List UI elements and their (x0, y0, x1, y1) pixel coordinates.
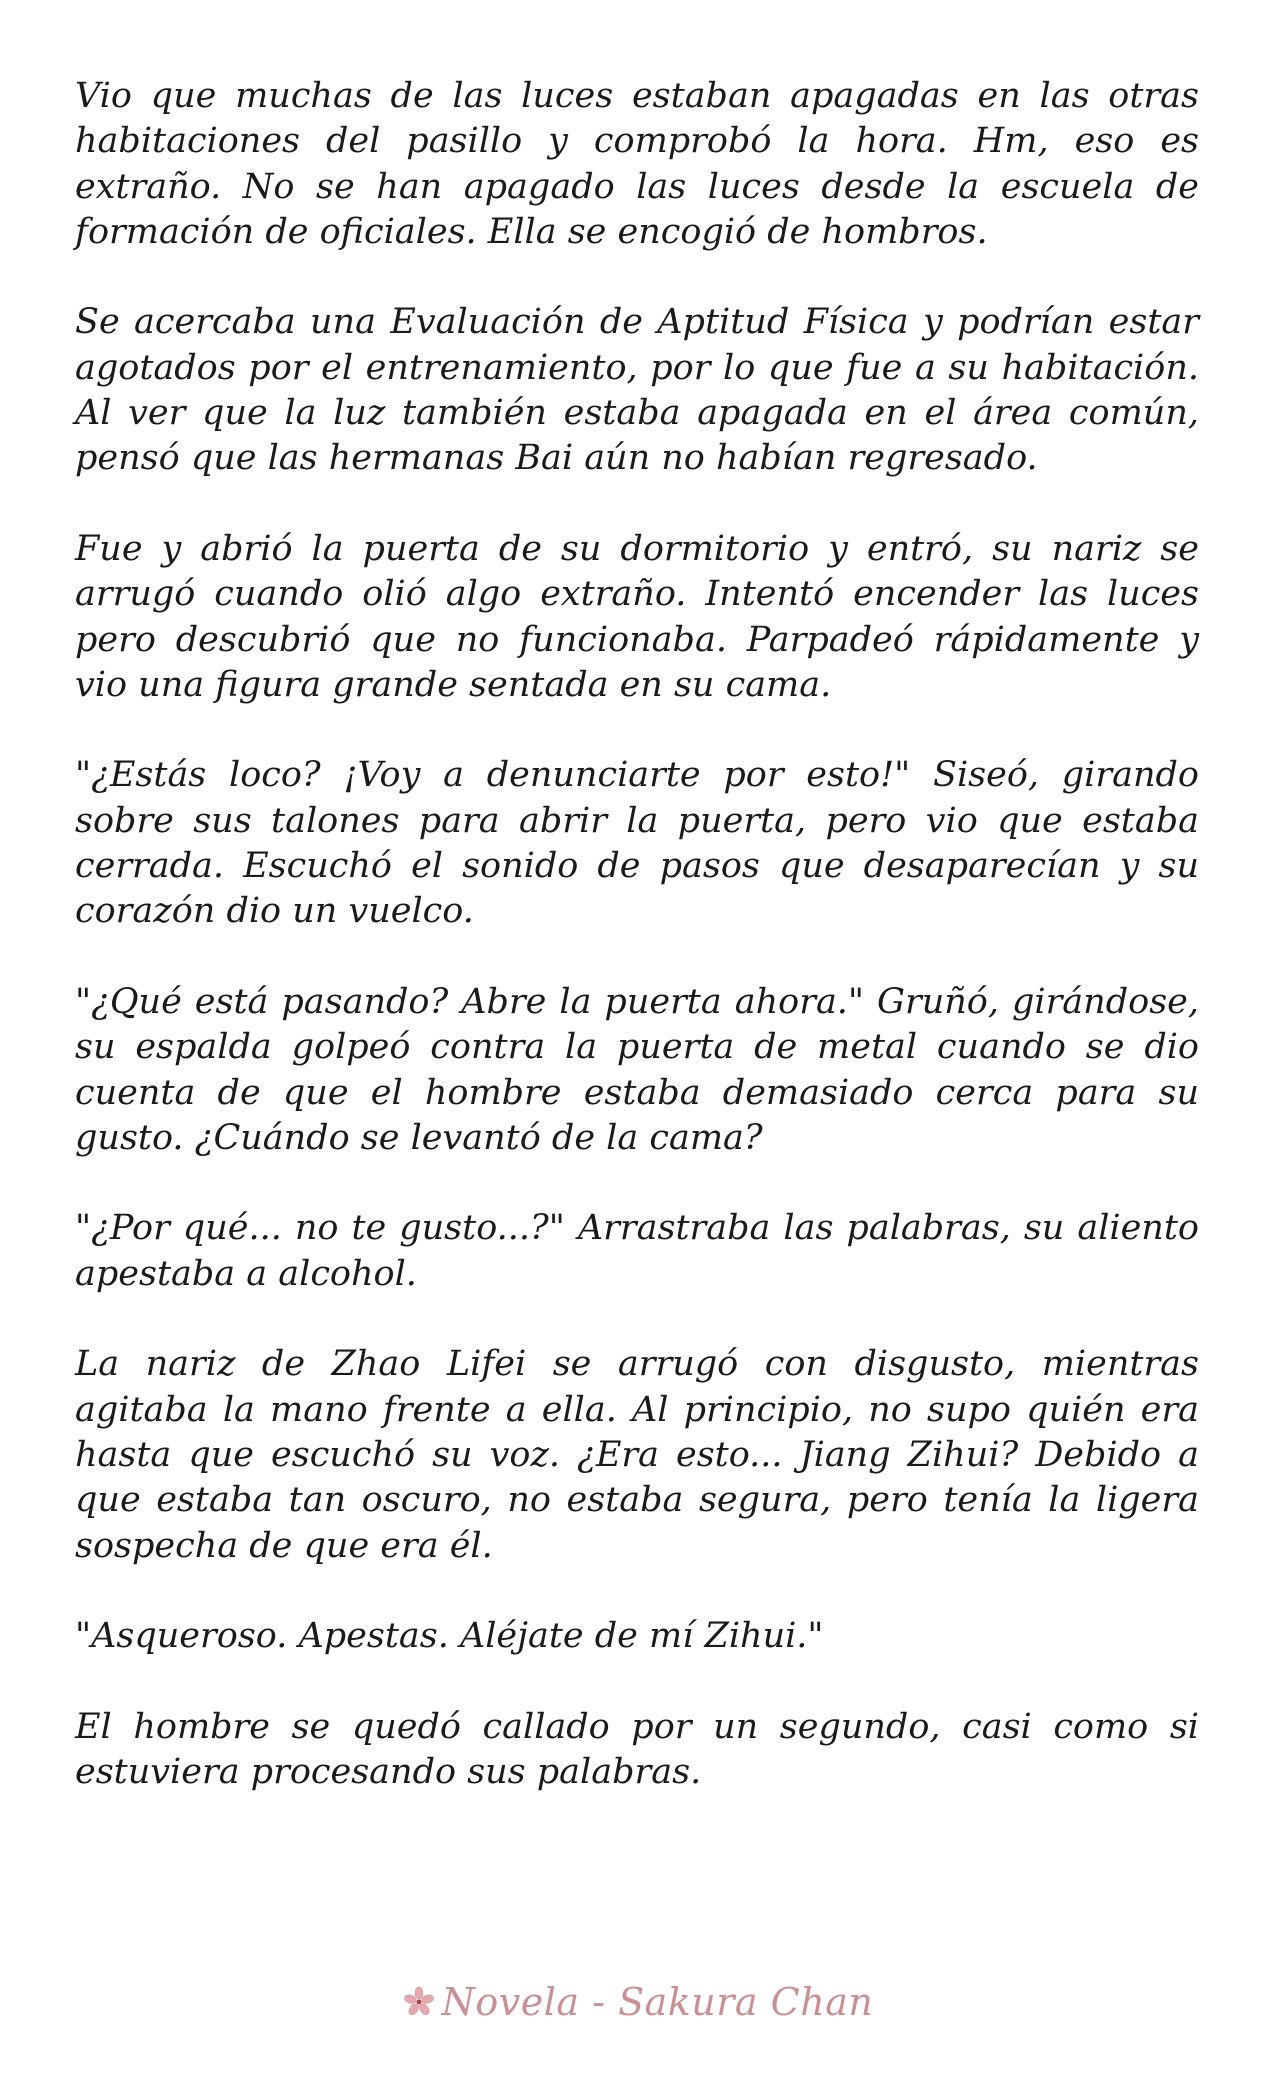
paragraph-6: "¿Por qué... no te gusto...?" Arrastraba las palabras, su aliento apestaba a alcohol. (75, 1208, 1199, 1294)
paragraph-7: La nariz de Zhao Lifei se arrugó con disgusto, mientras agitaba la mano frente a ella. Al principio, no supo quién era hasta que escuchó su voz. ¿Era esto... Jiang Zihui? Debido a que estaba tan oscuro, no estaba segura, pero tenía la ligera sospecha de que era él. (75, 1344, 1199, 1566)
paragraph-2: Se acercaba una Evaluación de Aptitud Física y podrían estar agotados por el entrenamiento, por lo que fue a su habitación. Al ver que la luz también estaba apagada en el área común, pensó que las hermanas Bai aún no habían regresado. (75, 302, 1199, 479)
paragraph-4: "¿Estás loco? ¡Voy a denunciarte por esto!" Siseó, girando sobre sus talones para abrir la puerta, pero vio que estaba cerrada. Escuchó el sonido de pasos que desaparecían y su corazón dio un vuelco. (75, 755, 1199, 932)
paragraph-9: El hombre se quedó callado por un segundo, casi como si estuviera procesando sus palabras. (75, 1706, 1199, 1792)
watermark-text: Novela - Sakura Chan (441, 1980, 874, 2024)
watermark (0, 1980, 1275, 2024)
paragraph-8: "Asqueroso. Apestas. Aléjate de mí Zihui." (75, 1616, 824, 1657)
paragraph-1: Vio que muchas de las luces estaban apagadas en las otras habitaciones del pasillo y comprobó la hora. Hm, eso es extraño. No se han apagado las luces desde la escuela de formación de oficiales. Ella se encogió de hombros. (75, 76, 1199, 252)
paragraph-3: Fue y abrió la puerta de su dormitorio y entró, su nariz se arrugó cuando olió algo extraño. Intentó encender las luces pero descubrió que no funcionaba. Parpadeó rápidamente y vio una figura grande sentada en su cama. (75, 528, 1199, 705)
chapter-text (75, 74, 1199, 1795)
paragraph-5: "¿Qué está pasando? Abre la puerta ahora." Gruñó, girándose, su espalda golpeó contra la puerta de metal cuando se dio cuenta de que el hombre estaba demasiado cerca para su gusto. ¿Cuándo se levantó de la cama? (75, 981, 1199, 1158)
sakura-flower-icon (402, 1984, 436, 2018)
